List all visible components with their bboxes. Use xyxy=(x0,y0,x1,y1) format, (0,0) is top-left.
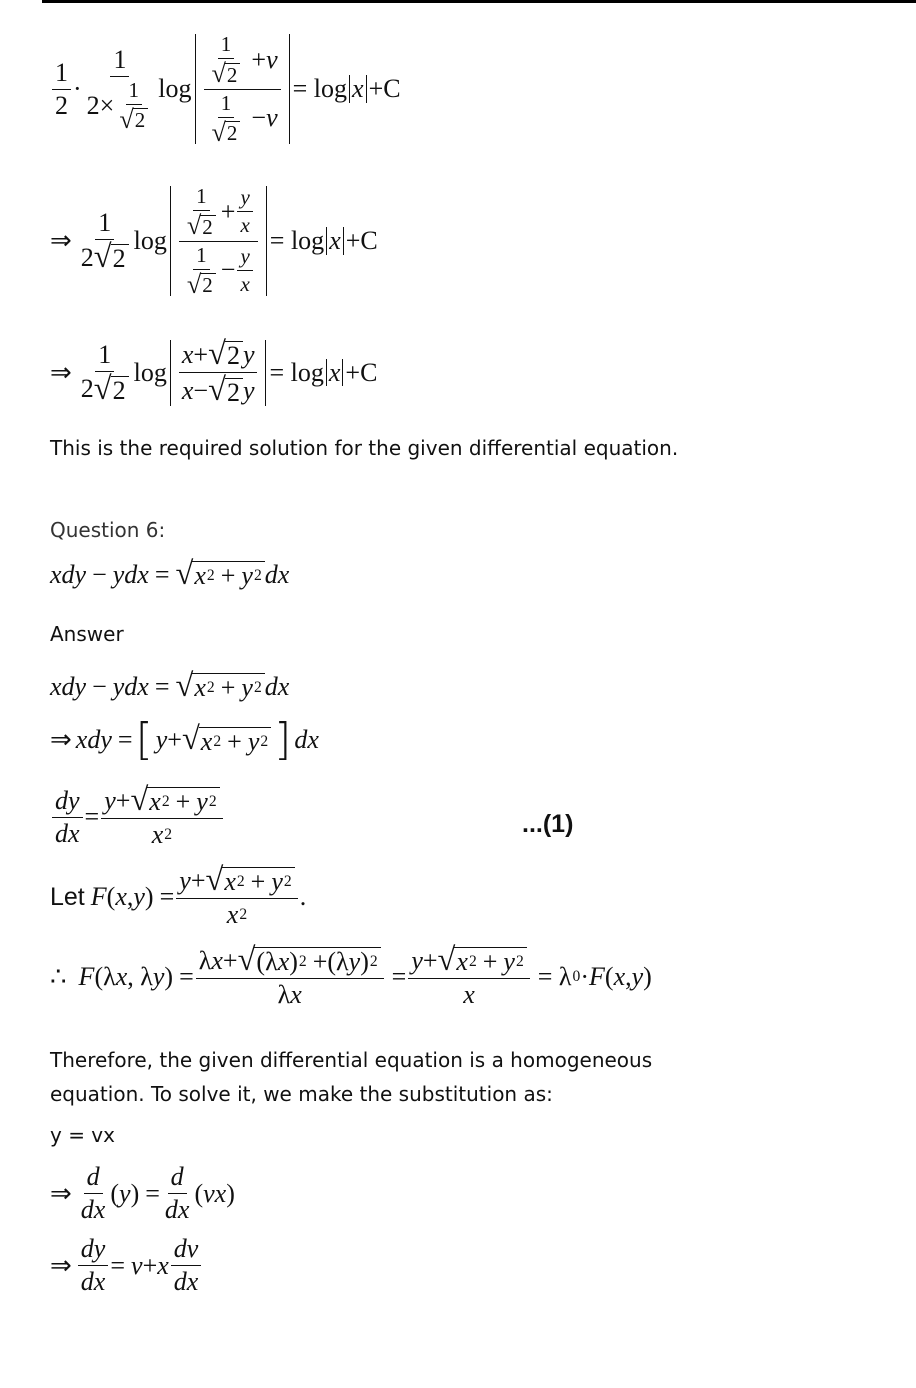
top-border-line xyxy=(42,0,916,3)
f-lambda-line: ∴ F (λ x , λ y ) = λ x + √ (λ x ) 2 +(λ y ) 2 λ x = y + √ x 2 + y 2 x = λ 0 · F ( x , y ) xyxy=(50,942,652,1010)
math-line-prev-3: ⇒ 1 2 √ 2 log x + √ 2 y x − √ 2 y = log x +C xyxy=(50,336,378,409)
substitution-text: y = vx xyxy=(50,1123,115,1147)
conclusion-text: This is the required solution for the given differential equation. xyxy=(50,436,679,460)
therefore-text-2: equation. To solve it, we make the substitution as: xyxy=(50,1082,553,1106)
let-word: Let xyxy=(50,882,85,911)
answer-line-3: dy dx = y + √ x 2 + y 2 x 2 xyxy=(50,786,225,848)
answer-line-2: ⇒ xdy = [ y + √ x 2 + y 2 ] dx xyxy=(50,714,319,765)
derivative-line-2: ⇒ dy dx = v + x dv dx xyxy=(50,1236,203,1295)
math-line-prev-2: ⇒ 1 2 √ 2 log 1 √ 2 + y x 1 √ 2 − y x = log x +C xyxy=(50,184,378,299)
question-label: Question 6: xyxy=(50,518,166,542)
answer-line-1: xdy − ydx = √ x 2 + y 2 dx xyxy=(50,668,290,704)
answer-label: Answer xyxy=(50,622,124,646)
math-line-prev-1: 1 2 · 1 2× 1 √ 2 log 1 √ 2 + v 1 √ 2 − v = log x +C xyxy=(50,34,401,144)
question-equation: xdy − ydx = √ x 2 + y 2 dx xyxy=(50,556,290,592)
therefore-text-1: Therefore, the given differential equation is a homogeneous xyxy=(50,1048,653,1072)
let-f-line: Let F ( x , y ) = y + √ x 2 + y 2 x 2 . xyxy=(50,862,307,930)
derivative-line-1: ⇒ d dx ( y ) = d dx ( vx ) xyxy=(50,1162,235,1224)
equation-number: ...(1) xyxy=(522,810,574,838)
